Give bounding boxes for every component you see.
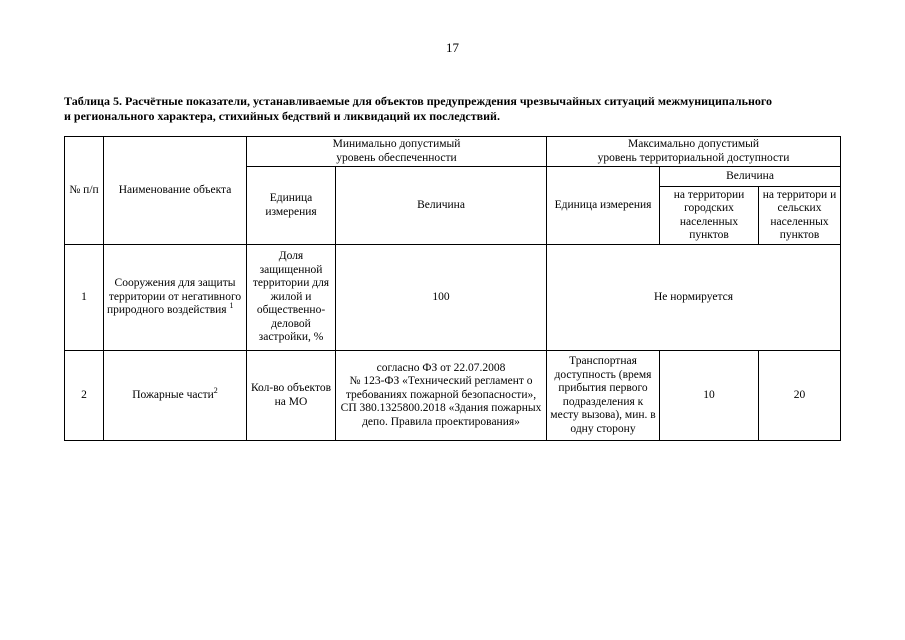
header-max-group-line-2: уровень территориальной доступности: [597, 151, 790, 164]
row-2-min-unit: Кол-во объектов на МО: [247, 351, 336, 441]
row-2-min-value-line-2: № 123-ФЗ «Технический регламент о требованиях пожарной безопасности», СП 380.1325800.2018 «Здания пожарных депо. Правила проектирования»: [340, 375, 542, 428]
row-1-min-unit: Доля защищенной территории для жилой и общественно-деловой застройки, %: [247, 245, 336, 351]
row-2-footnote-mark: 2: [213, 385, 218, 395]
header-row-1: [65, 137, 841, 167]
indicators-table: [64, 136, 841, 441]
header-max-group-line-1: Максимально допустимый: [628, 138, 760, 150]
row-1-max-text: Не нормируется: [547, 245, 841, 351]
row-1-min-value: 100: [336, 245, 547, 351]
row-2-name: Пожарные части: [132, 388, 214, 401]
row-1-name-cell: [104, 245, 247, 351]
row-2-name-cell: [104, 351, 247, 441]
table-caption: [64, 94, 844, 124]
header-name: Наименование объекта: [104, 137, 247, 245]
header-max-urban: на территории городских населенных пунктов: [660, 187, 759, 245]
header-min-group-line-1: Минимально допустимый: [332, 138, 461, 150]
row-2-min-value-line-1: согласно ФЗ от 22.07.2008: [376, 361, 506, 374]
header-min-value: Величина: [336, 167, 547, 245]
header-min-group-line-2: уровень обеспеченности: [336, 151, 457, 164]
header-max-unit: Единица измерения: [547, 167, 660, 245]
table-caption-line-2: и регионального характера, стихийных бедствий и ликвидаций их последствий.: [64, 109, 500, 123]
header-min-unit: Единица измерения: [247, 167, 336, 245]
table-caption-line-1: Таблица 5. Расчётные показатели, устанавливаемые для объектов предупреждения чрезвычайных ситуаций межмуниципального: [64, 94, 773, 108]
header-max-value: Величина: [660, 167, 841, 187]
row-2-num: 2: [65, 351, 104, 441]
table-row: [65, 351, 841, 441]
header-num: № п/п: [65, 137, 104, 245]
row-2-max-urban: 10: [660, 351, 759, 441]
table-row: [65, 245, 841, 351]
header-min-group: [247, 137, 547, 167]
row-2-min-value: [336, 351, 547, 441]
row-2-max-rural: 20: [759, 351, 841, 441]
row-1-name: Сооружения для защиты территории от негативного природного воздействия: [107, 277, 242, 317]
header-max-group: [547, 137, 841, 167]
page-number: 17: [446, 40, 459, 55]
header-max-rural: на территори и сельских населенных пунктов: [759, 187, 841, 245]
row-1-num: 1: [65, 245, 104, 351]
row-2-max-unit: Транспортная доступность (время прибытия первого подразделения к месту вызова), мин. в одну сторону: [547, 351, 660, 441]
row-1-footnote-mark: 1: [229, 301, 234, 311]
